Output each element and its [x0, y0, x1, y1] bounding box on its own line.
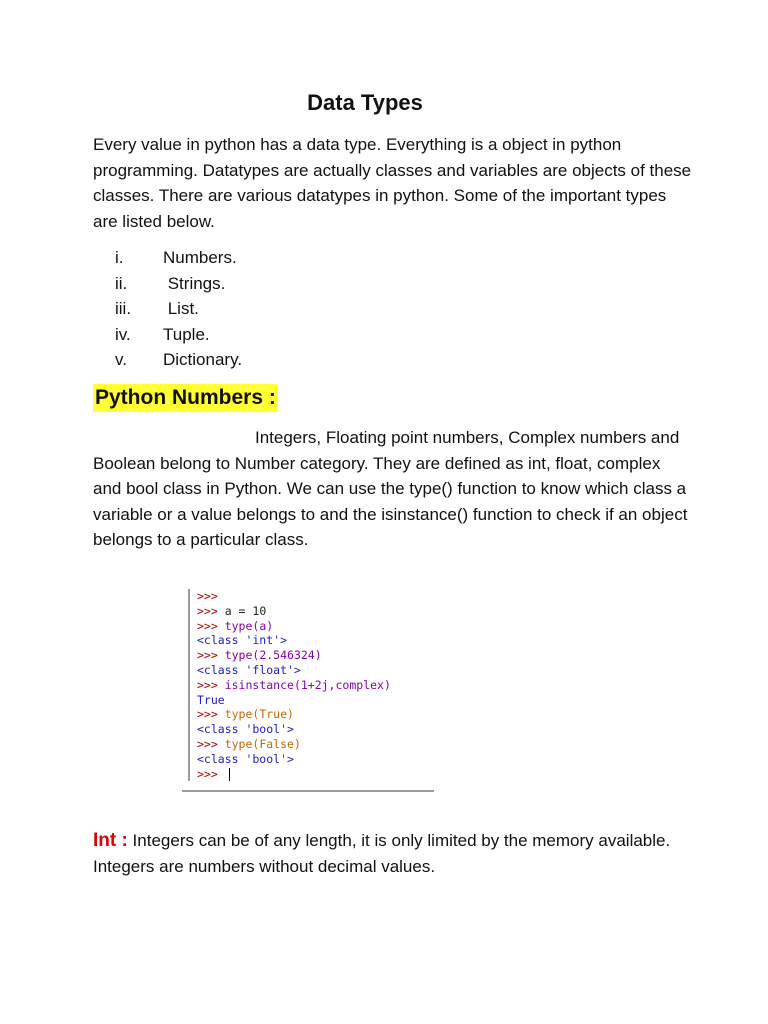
code-input: isinstance(1+2j,complex) — [224, 677, 391, 692]
shell-prompt: >>> — [197, 736, 225, 751]
code-line — [197, 752, 437, 767]
shell-prompt: >>> — [197, 766, 225, 781]
code-line — [197, 663, 437, 678]
code-line — [197, 722, 437, 737]
int-text: Integers can be of any length, it is only limited by the memory available. Integers are numbers without decimal values. — [93, 831, 671, 876]
python-shell-screenshot — [188, 589, 437, 781]
code-line — [197, 633, 437, 648]
code-line — [197, 648, 437, 663]
list-numeral: iv. — [115, 324, 131, 344]
list-numeral: ii. — [115, 273, 128, 293]
code-input: type(a) — [224, 618, 274, 633]
code-output: <class 'bool'> — [197, 751, 294, 766]
list-numeral: iii. — [115, 299, 132, 318]
shell-prompt: >>> — [197, 618, 225, 633]
code-line — [197, 737, 437, 752]
page-title: Data Types — [307, 90, 423, 115]
data-types-list — [115, 245, 242, 373]
code-line — [197, 767, 437, 782]
list-item — [115, 245, 242, 271]
shell-prompt: >>> — [197, 648, 225, 663]
code-input: type(2.546324) — [224, 648, 322, 663]
shell-prompt: >>> — [197, 707, 225, 722]
code-line — [197, 589, 437, 604]
code-output: True — [197, 692, 225, 707]
shell-prompt: >>> — [197, 589, 218, 603]
shell-prompt: >>> — [197, 677, 225, 692]
numbers-paragraph: Integers, Floating point numbers, Complex numbers and Boolean belong to Number category. They are defined as int, float, complex and bool class in Python. We can use the type() function to know which class a variable or a value belongs to and the isinstance() function to check if an object belongs to a particular class. — [93, 428, 688, 549]
code-output: <class 'int'> — [197, 633, 288, 648]
int-label: Int : — [93, 830, 128, 851]
section-heading-python-numbers: Python Numbers : — [93, 384, 278, 412]
list-item — [115, 322, 242, 348]
list-label: Strings. — [163, 273, 226, 293]
code-input: type(False) — [224, 736, 301, 751]
code-line — [197, 604, 437, 619]
list-item — [115, 347, 242, 373]
intro-paragraph: Every value in python has a data type. Everything is a object in python programming. Datatypes are actually classes and variables are objects of these classes. There are various datatypes in python. Some of the important types are listed below. — [93, 135, 692, 231]
code-line — [197, 707, 437, 722]
shell-prompt: >>> — [197, 603, 225, 618]
list-numeral: v. — [115, 350, 127, 369]
list-label: Numbers. — [163, 248, 237, 267]
code-output: <class 'float'> — [197, 662, 301, 677]
code-input: a = 10 — [224, 603, 267, 618]
int-paragraph — [93, 828, 693, 879]
code-line — [197, 693, 437, 708]
code-line — [197, 678, 437, 693]
list-label: Dictionary. — [163, 350, 243, 369]
code-output: <class 'bool'> — [197, 722, 294, 737]
list-label: Tuple. — [163, 324, 210, 344]
list-label: List. — [163, 299, 199, 318]
code-line — [197, 619, 437, 634]
list-numeral: i. — [115, 248, 124, 267]
list-item — [115, 271, 242, 297]
code-input: type(True) — [224, 707, 294, 722]
code-divider — [182, 790, 434, 792]
list-item — [115, 296, 242, 322]
text-cursor — [229, 768, 230, 781]
